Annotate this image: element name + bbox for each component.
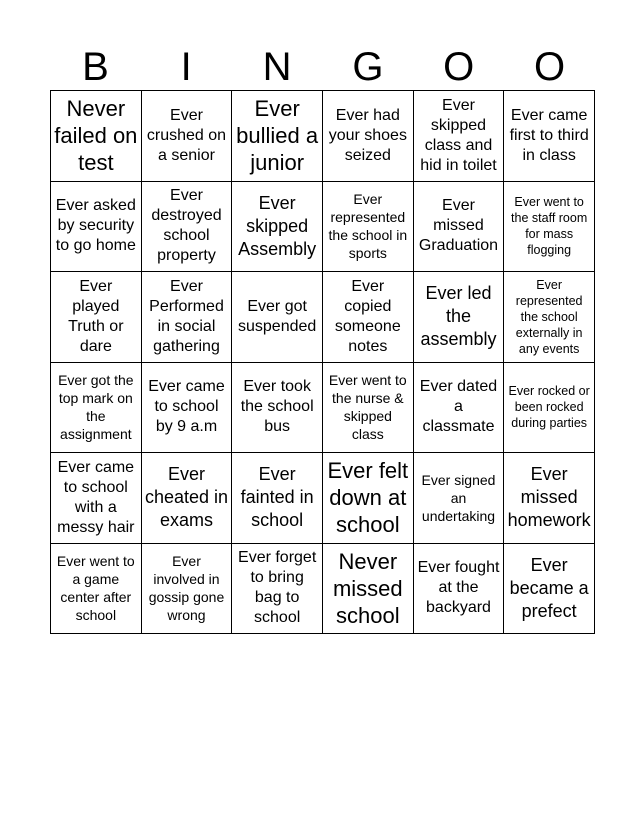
bingo-cell[interactable]	[504, 453, 595, 544]
bingo-cell[interactable]	[51, 182, 142, 273]
bingo-cell[interactable]	[51, 363, 142, 454]
cell-text: Ever went to a game center after school	[56, 553, 135, 624]
bingo-cell[interactable]	[51, 453, 142, 544]
cell-text: Ever involved in gossip gone wrong	[148, 553, 225, 624]
header-letter-o-2: O	[534, 45, 566, 89]
bingo-grid	[50, 90, 595, 634]
cell-text: Ever went to the staff room for mass flogging	[511, 195, 588, 258]
cell-text: Ever fainted in school	[240, 464, 314, 531]
cell-text: Ever led the assembly	[420, 283, 497, 350]
cell-text: Ever took the school bus	[240, 378, 314, 436]
cell-text: Ever skipped class and hid in toilet	[420, 96, 497, 174]
bingo-cell[interactable]	[232, 363, 323, 454]
bingo-cell[interactable]	[323, 91, 414, 182]
bingo-cell[interactable]	[504, 363, 595, 454]
bingo-cell[interactable]	[232, 453, 323, 544]
cell-text: Ever missed homework	[507, 464, 591, 531]
bingo-cell[interactable]	[504, 272, 595, 363]
cell-text: Ever signed an undertaking	[421, 471, 496, 524]
cell-text: Ever fought at the backyard	[417, 559, 500, 617]
bingo-cell[interactable]	[142, 453, 233, 544]
cell-text: Ever copied someone notes	[334, 277, 401, 355]
cell-text: Never failed on test	[54, 96, 138, 176]
cell-text: Ever missed Graduation	[418, 197, 499, 255]
bingo-cell[interactable]	[504, 91, 595, 182]
bingo-cell[interactable]	[414, 182, 505, 273]
bingo-cell[interactable]	[414, 91, 505, 182]
bingo-cell[interactable]	[232, 91, 323, 182]
cell-text: Ever played Truth or dare	[68, 277, 124, 355]
cell-text: Ever felt down at school	[327, 458, 409, 538]
bingo-cell[interactable]	[504, 544, 595, 635]
bingo-cell[interactable]	[232, 182, 323, 273]
cell-text: Ever crushed on a senior	[146, 106, 227, 164]
bingo-cell[interactable]	[142, 544, 233, 635]
cell-text: Ever represented the school in sports	[328, 191, 408, 262]
cell-text: Ever represented the school externally in any events	[515, 277, 583, 356]
bingo-cell[interactable]	[414, 544, 505, 635]
cell-text: Ever skipped Assembly	[238, 192, 317, 259]
header-letter-i: I	[180, 45, 192, 89]
bingo-cell[interactable]	[414, 363, 505, 454]
bingo-cell[interactable]	[414, 272, 505, 363]
header-letter-n: N	[262, 45, 292, 89]
cell-text: Ever had your shoes seized	[328, 106, 407, 164]
bingo-cell[interactable]	[323, 453, 414, 544]
bingo-cell[interactable]	[142, 363, 233, 454]
bingo-cell[interactable]	[232, 272, 323, 363]
bingo-cell[interactable]	[51, 544, 142, 635]
bingo-header	[50, 44, 595, 90]
cell-text: Ever came first to third in class	[509, 106, 589, 164]
cell-text: Ever dated a classmate	[419, 378, 498, 436]
cell-text: Ever destroyed school property	[151, 187, 222, 265]
bingo-cell[interactable]	[142, 91, 233, 182]
cell-text: Ever came to school with a messy hair	[57, 458, 135, 536]
bingo-cell[interactable]	[323, 363, 414, 454]
bingo-cell[interactable]	[323, 544, 414, 635]
cell-text: Ever became a prefect	[509, 554, 589, 621]
cell-text: Ever bullied a junior	[236, 96, 319, 176]
header-letter-g: G	[352, 45, 384, 89]
cell-text: Ever got the top mark on the assignment	[58, 372, 134, 443]
bingo-cell[interactable]	[142, 272, 233, 363]
bingo-cell[interactable]	[414, 453, 505, 544]
bingo-cell[interactable]	[504, 182, 595, 273]
cell-text: Never missed school	[332, 548, 403, 628]
bingo-cell[interactable]	[232, 544, 323, 635]
cell-text: Ever Performed in social gathering	[149, 277, 224, 355]
bingo-cell[interactable]	[323, 182, 414, 273]
cell-text: Ever cheated in exams	[144, 464, 229, 531]
bingo-cell[interactable]	[51, 91, 142, 182]
cell-text: Ever rocked or been rocked during parties	[508, 384, 590, 431]
cell-text: Ever forget to bring bag to school	[238, 549, 317, 627]
header-letter-o-1: O	[443, 45, 475, 89]
bingo-cell[interactable]	[51, 272, 142, 363]
bingo-cell[interactable]	[142, 182, 233, 273]
cell-text: Ever asked by security to go home	[55, 197, 136, 255]
bingo-cell[interactable]	[323, 272, 414, 363]
cell-text: Ever went to the nurse & skipped class	[328, 372, 407, 443]
cell-text: Ever got suspended	[238, 297, 317, 335]
cell-text: Ever came to school by 9 a.m	[148, 378, 225, 436]
header-letter-b: B	[82, 45, 109, 89]
